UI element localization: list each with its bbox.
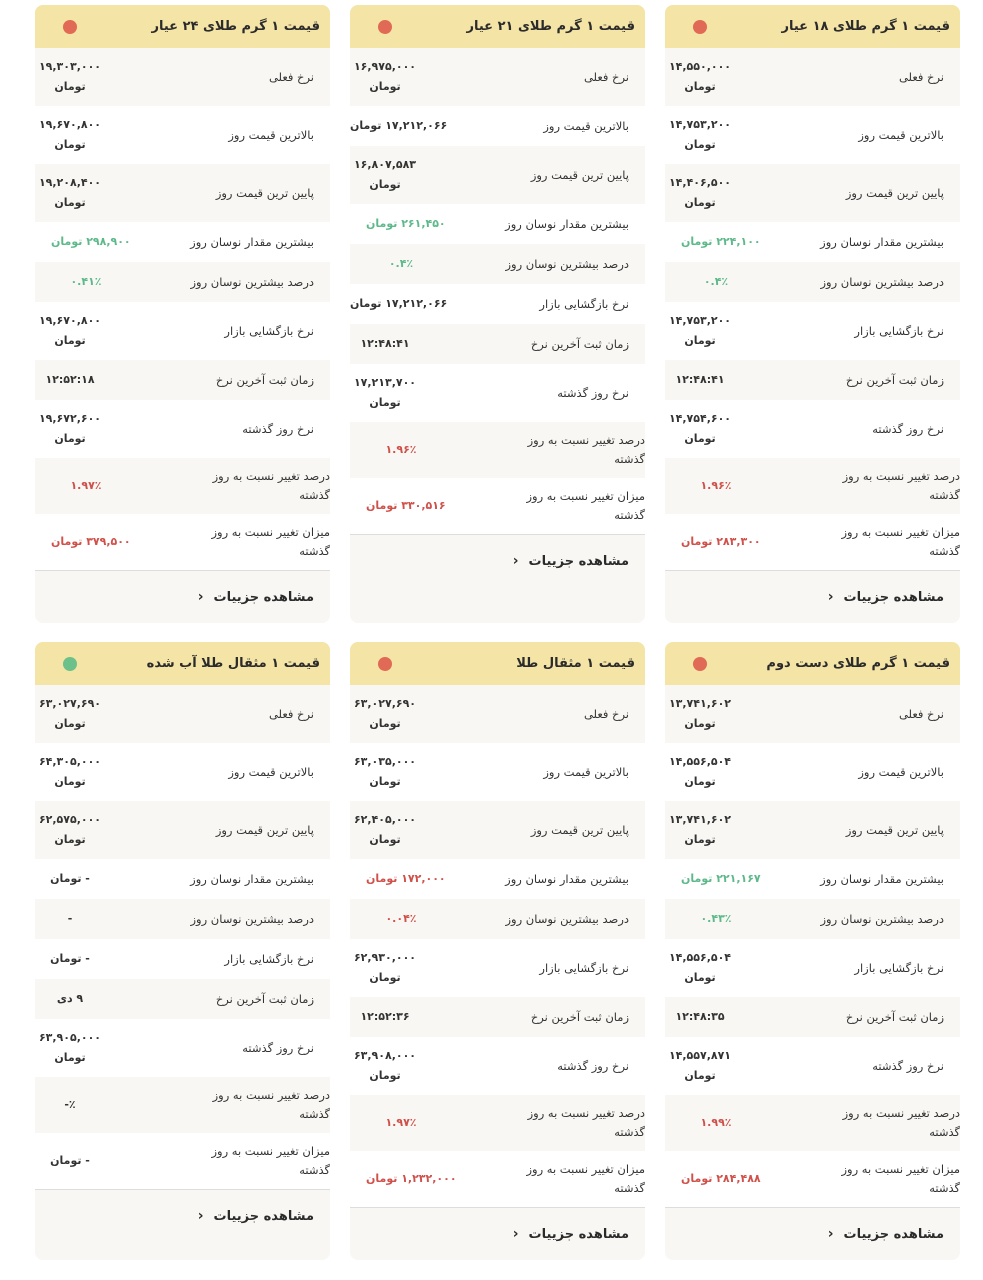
price-row [350,244,645,284]
card-title: قیمت ۱ مثقال طلا آب شده [146,656,320,671]
row-value: ۲۸۴,۴۸۸ تومان [681,1172,761,1185]
row-value: ۰.۴۳٪ [700,912,732,925]
status-dot-red-icon [378,657,392,671]
price-row [35,743,330,801]
row-value: ۱۹,۶۷۰,۸۰۰ تومان [38,314,102,347]
view-details-label: مشاهده جزییات [528,1226,629,1242]
card-header [350,642,645,685]
price-row [665,685,960,743]
row-label: نرخ روز گذشته [872,421,944,436]
row-value: ۱۴,۵۵۶,۵۰۴ تومان [668,951,732,984]
view-details-label: مشاهده جزییات [213,589,314,605]
price-row [35,302,330,360]
row-value: ۱۶,۸۰۷,۵۸۳ تومان [353,158,417,191]
price-row [665,262,960,302]
row-label: پایین ترین قیمت روز [530,822,629,837]
row-label: میزان تغییر نسبت به روز گذشته [841,1162,960,1195]
row-value: ۱۴,۷۵۴,۶۰۰ تومان [668,412,732,445]
price-row [350,324,645,364]
price-row [350,997,645,1037]
price-row [35,685,330,743]
price-row [665,106,960,164]
row-value: ۱۴,۵۵۷,۸۷۱ تومان [668,1049,732,1082]
price-row [350,859,645,899]
price-row [665,997,960,1037]
row-label: بالاترین قیمت روز [543,764,629,779]
row-label: نرخ بازگشایی بازار [224,323,314,338]
row-label: بیشترین مقدار نوسان روز [505,216,629,231]
row-value: ۲۹۸,۹۰۰ تومان [51,235,131,248]
status-dot-green-icon [63,657,77,671]
status-dot-red-icon [378,20,392,34]
price-card [35,5,330,623]
price-row [350,364,645,422]
row-value: ۶۳,۹۰۵,۰۰۰ تومان [38,1031,102,1064]
row-label: درصد بیشترین نوسان روز [190,911,314,926]
row-label: بیشترین مقدار نوسان روز [820,234,944,249]
price-row [350,939,645,997]
price-row [35,222,330,262]
price-row [35,899,330,939]
row-value: ۲۲۱,۱۶۷ تومان [681,872,761,885]
row-label: نرخ روز گذشته [557,1058,629,1073]
card-header [350,5,645,48]
row-label: بالاترین قیمت روز [858,764,944,779]
price-row [665,939,960,997]
card-header [35,642,330,685]
row-label: زمان ثبت آخرین نرخ [530,1009,629,1024]
row-label: نرخ بازگشایی بازار [539,960,629,975]
row-label: بالاترین قیمت روز [858,127,944,142]
row-label: بالاترین قیمت روز [228,764,314,779]
row-value: ۶۳,۰۲۷,۶۹۰ تومان [353,697,417,730]
row-label: میزان تغییر نسبت به روز گذشته [526,1162,645,1195]
price-row [35,979,330,1019]
row-value: ۱۹,۶۷۰,۸۰۰ تومان [38,118,102,151]
price-row [350,1095,645,1151]
row-label: میزان تغییر نسبت به روز گذشته [526,489,645,522]
price-row [350,204,645,244]
row-value: ۱۳,۷۴۱,۶۰۲ تومان [668,697,732,730]
view-details-button[interactable] [665,1207,960,1260]
row-value: ۳۳۰,۵۱۶ تومان [366,499,446,512]
price-row [665,222,960,262]
status-dot-red-icon [693,20,707,34]
row-value: ۱۲:۵۲:۳۶ [360,1010,410,1023]
card-title: قیمت ۱ گرم طلای دست دوم [766,656,950,671]
row-label: بالاترین قیمت روز [543,118,629,133]
row-label: نرخ فعلی [898,69,944,84]
price-row [350,284,645,324]
row-value: ۱۴,۵۵۰,۰۰۰ تومان [668,60,732,93]
row-value: ۱۶,۹۷۵,۰۰۰ تومان [353,60,417,93]
row-value: ۲۲۴,۱۰۰ تومان [681,235,761,248]
chevron-left-icon: ‹ [512,1226,519,1242]
price-row [350,685,645,743]
row-value: ٪- [64,1098,76,1111]
card-header [665,5,960,48]
row-label: نرخ فعلی [268,69,314,84]
price-row [350,1037,645,1095]
row-value: ۶۳,۹۰۸,۰۰۰ تومان [353,1049,417,1082]
row-label: پایین ترین قیمت روز [215,185,314,200]
row-value: ۱۷۲,۰۰۰ تومان [366,872,446,885]
row-value: ۱,۲۳۲,۰۰۰ تومان [366,1172,457,1185]
price-row [665,48,960,106]
row-label: زمان ثبت آخرین نرخ [845,1009,944,1024]
price-row [665,859,960,899]
row-label: درصد تغییر نسبت به روز گذشته [212,469,330,502]
row-value: ۱۴,۵۵۶,۵۰۴ تومان [668,755,732,788]
view-details-button[interactable] [350,534,645,587]
row-label: پایین ترین قیمت روز [845,822,944,837]
row-value: - تومان [50,872,90,885]
price-row [350,48,645,106]
view-details-button[interactable] [665,570,960,623]
row-value: ۱۲:۴۸:۳۵ [675,1010,725,1023]
row-label: درصد تغییر نسبت به روز گذشته [527,1106,645,1139]
price-card [350,5,645,623]
row-value: ۱۹,۲۰۸,۴۰۰ تومان [38,176,102,209]
view-details-button[interactable] [350,1207,645,1260]
row-value: ۰.۰۴٪ [385,912,417,925]
row-label: بیشترین مقدار نوسان روز [820,871,944,886]
row-label: نرخ روز گذشته [557,385,629,400]
chevron-left-icon: ‹ [197,589,204,605]
row-label: نرخ روز گذشته [242,1040,314,1055]
row-value: ۱۷,۲۱۲,۰۶۶ تومان [350,297,448,310]
row-value: ۶۴,۳۰۵,۰۰۰ تومان [38,755,102,788]
status-dot-red-icon [63,20,77,34]
row-value: ۹ دی [56,992,84,1005]
chevron-left-icon: ‹ [827,589,834,605]
row-value: - [67,912,73,925]
view-details-label: مشاهده جزییات [213,1208,314,1224]
chevron-left-icon: ‹ [512,553,519,569]
row-label: درصد بیشترین نوسان روز [505,256,629,271]
view-details-label: مشاهده جزییات [843,589,944,605]
row-value: ۱۹,۳۰۳,۰۰۰ تومان [38,60,102,93]
row-label: نرخ بازگشایی بازار [854,323,944,338]
row-label: درصد بیشترین نوسان روز [820,911,944,926]
row-value: ۱.۹۹٪ [700,1116,732,1129]
row-label: میزان تغییر نسبت به روز گذشته [211,1144,330,1177]
row-value: ۶۲,۴۰۵,۰۰۰ تومان [353,813,417,846]
row-label: پایین ترین قیمت روز [215,822,314,837]
price-rows [35,685,330,1189]
price-row [350,146,645,204]
row-value: ۱۲:۴۸:۴۱ [675,373,725,386]
row-value: ۶۲,۹۳۰,۰۰۰ تومان [353,951,417,984]
row-value: ۱۹,۶۷۲,۶۰۰ تومان [38,412,102,445]
row-value: ۲۸۳,۳۰۰ تومان [681,535,761,548]
price-card [665,642,960,1260]
price-row [350,743,645,801]
row-value: - تومان [50,1154,90,1167]
row-label: بیشترین مقدار نوسان روز [190,234,314,249]
price-row [665,164,960,222]
price-rows [35,48,330,570]
view-details-label: مشاهده جزییات [528,553,629,569]
price-row [35,48,330,106]
price-row [350,478,645,534]
row-label: درصد بیشترین نوسان روز [820,274,944,289]
card-title: قیمت ۱ گرم طلای ۲۱ عیار [466,19,635,34]
price-row [665,458,960,514]
price-row [35,164,330,222]
price-row [665,899,960,939]
row-label: نرخ بازگشایی بازار [539,296,629,311]
price-row [35,801,330,859]
row-label: نرخ فعلی [583,706,629,721]
price-row [35,859,330,899]
row-label: درصد بیشترین نوسان روز [190,274,314,289]
price-row [665,801,960,859]
card-title: قیمت ۱ گرم طلای ۱۸ عیار [781,19,950,34]
row-value: ۰.۴٪ [703,275,729,288]
gold-price-grid [34,5,960,1260]
row-label: زمان ثبت آخرین نرخ [215,991,314,1006]
price-card [350,642,645,1260]
row-label: میزان تغییر نسبت به روز گذشته [211,525,330,558]
price-row [665,1095,960,1151]
row-value: ۱۳,۷۴۱,۶۰۲ تومان [668,813,732,846]
row-value: ۲۶۱,۴۵۰ تومان [366,217,446,230]
row-value: ۳۷۹,۵۰۰ تومان [51,535,131,548]
row-label: زمان ثبت آخرین نرخ [845,372,944,387]
price-rows [665,685,960,1207]
row-value: ۰.۴۱٪ [70,275,102,288]
price-rows [350,48,645,534]
row-value: ۶۲,۵۷۵,۰۰۰ تومان [38,813,102,846]
row-value: ۱۴,۴۰۶,۵۰۰ تومان [668,176,732,209]
row-value: ۱.۹۶٪ [385,443,417,456]
view-details-button[interactable] [35,570,330,623]
row-value: ۱.۹۷٪ [385,1116,417,1129]
price-row [35,106,330,164]
row-value: ۱۴,۷۵۳,۲۰۰ تومان [668,118,732,151]
row-label: زمان ثبت آخرین نرخ [530,336,629,351]
row-value: ۱۲:۵۲:۱۸ [45,373,95,386]
price-row [350,899,645,939]
chevron-left-icon: ‹ [197,1208,204,1224]
price-row [350,422,645,478]
row-value: ۱.۹۶٪ [700,479,732,492]
row-value: ۱.۹۷٪ [70,479,102,492]
row-value: ۱۴,۷۵۳,۲۰۰ تومان [668,314,732,347]
price-row [665,302,960,360]
price-row [350,1151,645,1207]
row-label: پایین ترین قیمت روز [845,185,944,200]
card-title: قیمت ۱ مثقال طلا [516,656,635,671]
row-value: ۱۷,۲۱۲,۰۶۶ تومان [350,119,448,132]
price-row [665,1151,960,1207]
row-label: بیشترین مقدار نوسان روز [505,871,629,886]
price-row [35,514,330,570]
row-value: - تومان [50,952,90,965]
row-label: نرخ بازگشایی بازار [224,951,314,966]
row-label: میزان تغییر نسبت به روز گذشته [841,525,960,558]
price-rows [665,48,960,570]
price-row [665,514,960,570]
view-details-button[interactable] [35,1189,330,1242]
row-label: نرخ بازگشایی بازار [854,960,944,975]
row-label: نرخ روز گذشته [242,421,314,436]
price-row [35,262,330,302]
price-row [35,1019,330,1077]
row-label: بالاترین قیمت روز [228,127,314,142]
row-label: نرخ فعلی [583,69,629,84]
row-label: درصد تغییر نسبت به روز گذشته [527,433,645,466]
price-row [35,1077,330,1133]
row-label: درصد تغییر نسبت به روز گذشته [842,469,960,502]
price-row [35,400,330,458]
price-row [665,743,960,801]
row-value: ۶۳,۰۲۷,۶۹۰ تومان [38,697,102,730]
row-label: نرخ فعلی [898,706,944,721]
row-value: ۱۷,۲۱۳,۷۰۰ تومان [353,376,417,409]
row-label: پایین ترین قیمت روز [530,167,629,182]
price-row [35,1133,330,1189]
price-row [665,400,960,458]
row-value: ۶۳,۰۳۵,۰۰۰ تومان [353,755,417,788]
price-row [35,360,330,400]
card-title: قیمت ۱ گرم طلای ۲۴ عیار [151,19,320,34]
price-row [350,106,645,146]
view-details-label: مشاهده جزییات [843,1226,944,1242]
price-card [665,5,960,623]
row-value: ۰.۴٪ [388,257,414,270]
chevron-left-icon: ‹ [827,1226,834,1242]
card-header [35,5,330,48]
price-row [665,1037,960,1095]
row-value: ۱۲:۴۸:۴۱ [360,337,410,350]
status-dot-red-icon [693,657,707,671]
row-label: درصد بیشترین نوسان روز [505,911,629,926]
price-row [350,801,645,859]
row-label: نرخ فعلی [268,706,314,721]
price-row [665,360,960,400]
price-row [35,939,330,979]
row-label: نرخ روز گذشته [872,1058,944,1073]
price-row [35,458,330,514]
card-header [665,642,960,685]
price-card [35,642,330,1260]
row-label: زمان ثبت آخرین نرخ [215,372,314,387]
row-label: درصد تغییر نسبت به روز گذشته [212,1088,330,1121]
price-rows [350,685,645,1207]
row-label: درصد تغییر نسبت به روز گذشته [842,1106,960,1139]
row-label: بیشترین مقدار نوسان روز [190,871,314,886]
